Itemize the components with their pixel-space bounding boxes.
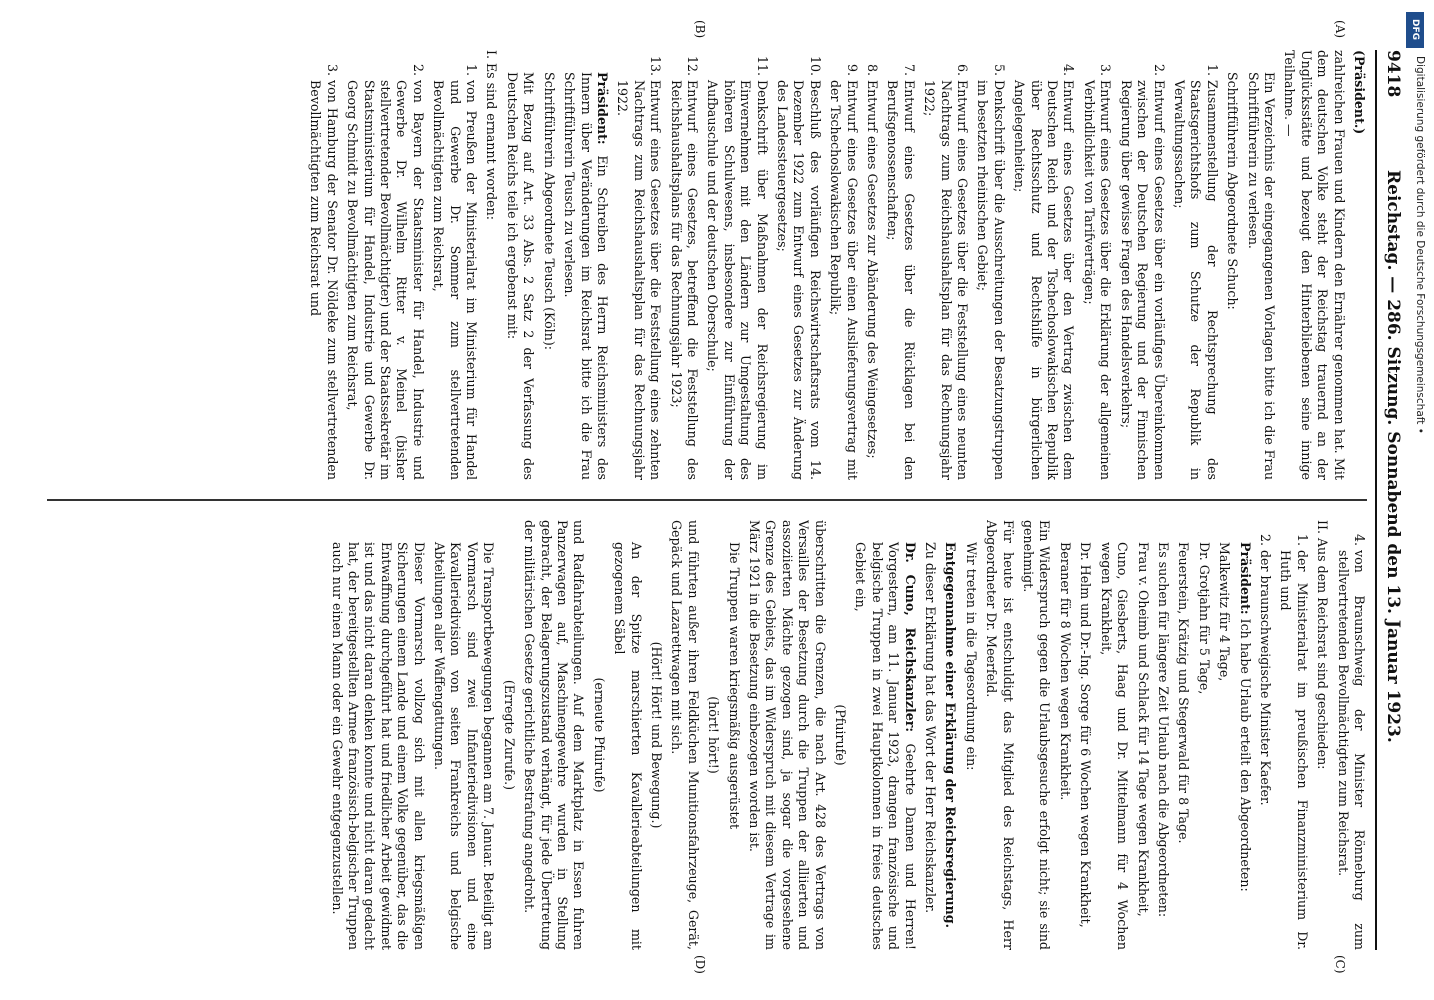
page-number: 9418: [1383, 50, 1403, 98]
left-column: [47, 50, 1367, 480]
running-title: Reichstag. — 286. Sitzung. Sonnabend den 13. Januar 1923.: [1383, 170, 1403, 743]
paragraph: Mit Bezug auf Art. 33 Abs. 2 Satz 2 der Verfassung des Deutschen Reichs teile ich ergebenst mit:: [504, 72, 537, 480]
credit-text: Digitalisierung gefördert durch die Deutsche Forschungsgemeinschaft •: [1414, 56, 1426, 434]
speaker-line: Schriftführerin Abgeordnete Teusch (Köln):: [541, 72, 557, 350]
interjection: (Erregte Zurufe.): [501, 679, 517, 791]
bill-list: [614, 50, 1220, 480]
paragraph: Für heute ist entschuldigt das Mitglied des Reichstags, Herr Abgeordneter Dr. Meerfeld.: [984, 520, 1016, 950]
interjection: (Hört! Hört! und Bewegung.): [648, 641, 664, 829]
paragraph: Die Transportbewegungen begannen am 7. Januar. Beteiligt am Vormarsch sind zwei Infanteriedivisionen und eine Kavalleriedivision von seiten Frankreichs und belgische Abteilungen aller Waffengattungen.: [432, 542, 497, 950]
list-item: 13.Entwurf eines Gesetzes über die Feststellung eines zehnten Nachtrags zum Reichshaushaltsplan für das Rechnungsjahr 1922.: [615, 55, 664, 480]
speaker-line: Schriftführerin Abgeordnete Schuch:: [1225, 72, 1241, 310]
dfg-logo-badge: DFG: [1406, 12, 1424, 48]
list-item: 5.Denkschrift über die Ausschreitungen der Besatzungstruppen im besetzten rheinischen Gebiet;: [975, 63, 1007, 480]
list-item: 2.Entwurf eines Gesetzes über ein vorläufiges Übereinkommen zwischen der Deutschen Regierung und der Finnischen Regierung über gewisse Fragen des Handelsverkehrs;: [1118, 63, 1167, 480]
paragraph: Dr. Cuno, Reichskanzler: Geehrte Damen und Herren! Vorgestern, am 11. Januar 1923, drangen französische und belgische Truppen in zwei Hauptkolonnen in freies deutsches Gebiet ein,: [853, 542, 918, 950]
paragraph: Präsident: Ein Schreiben des Herrn Reichsministers des Innern über Veränderungen im Reichsrat bitte ich die Frau Schriftführerin Teusch zu verlesen.: [562, 72, 610, 480]
list-item: 3.von Hamburg der Senator Dr. Nöldeke zum stellvertretenden Bevollmächtigten zum Reichsrat und: [308, 63, 340, 480]
list-item: 12.Entwurf eines Gesetzes, betreffend die Feststellung des Reichshaushaltsplans für das Rechnungsjahr 1923;: [668, 55, 700, 480]
paragraph: Zu dieser Erklärung hat das Wort der Herr Reichskanzler.: [923, 542, 939, 914]
list-item: 8.Entwurf eines Gesetzes zur Abänderung des Weingesetzes;: [865, 63, 881, 459]
list-item: 11.Denkschrift über Maßnahmen der Reichsregierung im Einvernehmen mit den Ländern zur Umgestaltung des höheren Schulwesens, insbesondere zur Einführung der Aufbauschule und der deutschen Oberschule;: [705, 55, 770, 480]
paragraph: und Radfahrabteilungen. Auf dem Marktplatz in Essen fuhren Panzerwagen auf, Maschinengewehre wurden in Stellung gebracht, der Belagerungszustand verhängt, für jede Übertretung der militärischen Gesetze gerichtliche Bestrafung angedroht.: [522, 520, 587, 950]
list-item: 10.Beschluß des vorläufigen Reichswirtschaftsrats vom 14. Dezember 1922 zum Entwurf eines Gesetzes zur Änderung des Landessteuergesetzes;: [775, 55, 823, 480]
section-heading: I. Es sind ernannt worden:: [484, 50, 500, 220]
leave-entry: Beraner für 8 Wochen wegen Krankheit.: [1057, 542, 1073, 801]
list-item: 3.Entwurf eines Gesetzes über die Erklärung der allgemeinen Verbindlichkeit von Tarifverträgen;: [1081, 63, 1114, 480]
leave-entry: Cuno, Giesberts, Haag und Dr. Mittelmann für 4 Wochen wegen Krankheit,: [1098, 542, 1131, 950]
paragraph: Die Truppen waren kriegsmäßig ausgerüstet: [726, 542, 742, 830]
interjection: (erneute Pfuirufe): [591, 677, 607, 793]
interjection: (hört! hört!): [706, 696, 722, 774]
leave-entry: Dr. Grotjahn für 5 Tage,: [1196, 542, 1212, 695]
paragraph: Es suchen für längere Zeit Urlaub nach die Abgeordneten:: [1155, 542, 1171, 918]
margin-letter-d: (D): [693, 955, 707, 974]
list-item: 2.von Bayern der Staatsminister für Handel, Industrie und Gewerbe Dr. Wilhelm Ritter v. Meinel (bisher stellvertretender Bevollmächtigter) und der Staatssekretär im Staatsministerium für Handel, Industrie und Gewerbe Dr. Georg Schmidt zu Bevollmächtigten zum Reichsrat,: [345, 63, 426, 480]
list-item: 7.Entwurf eines Gesetzes über die Rücklagen bei den Berufsgenossenschaften;: [885, 63, 917, 480]
header-rule: [1375, 50, 1377, 950]
rotated-page: [27, 20, 1407, 974]
list-item: 6.Entwurf eines Gesetzes über die Feststellung eines neunten Nachtrags zum Reichshaushaltsplan für das Rechnungsjahr 1922;: [922, 63, 971, 480]
paragraph: Dieser Vormarsch vollzog sich mit allen kriegsmäßigen Sicherungen einem Lande und einem Volke gegenüber, das die Entwaffnung durchgeführt hat und friedlicher Arbeit gewidmet ist und das nicht daran denken konnte und nicht daran gedacht hat, der bereitgestellten Armee französisch-belgischer Truppen auch nur einen Mann oder ein Gewehr entgegenzustellen.: [329, 542, 427, 950]
list-item: 1.der Ministerialrat im preußischen Finanzministerium Dr. Huth und: [1278, 533, 1310, 950]
speaker-tag: (Präsident.): [1352, 50, 1367, 135]
list-item: 9.Entwurf eines Gesetzes über einen Auslieferungsvertrag mit der Tschechoslowakischen Republik;: [828, 63, 860, 480]
interjection: (Pfuirufe): [833, 704, 849, 766]
leave-entry: Malkewitz für 4 Tage,: [1217, 542, 1233, 682]
leave-entry: Feuerstein, Krätzig und Stegerwald für 8 Tage.: [1176, 542, 1192, 844]
page-header: [1379, 50, 1407, 950]
margin-letter-b: (B): [693, 20, 707, 39]
margin-letter-a: (A): [1333, 20, 1347, 39]
paragraph: Ein Widerspruch gegen die Urlaubsgesuche erfolgt nicht; sie sind genehmigt.: [1021, 520, 1053, 950]
paragraph: zahlreichen Frauen und Kindern den Ernährer genommen hat. Mit dem deutschen Volke steht der Reichstag trauernd an der Unglücksstätte und bezeugt den Hinterbliebenen seine innige Teilnahme. —: [1282, 50, 1347, 480]
paragraph: überschritten die Grenzen, die nach Art. 428 des Vertrags von Versailles der Besetzung durch die Truppen der alliierten und assoziierten Mächte gezogen sind, ja sogar die vorgesehene Grenze des Gebiets, das im Widerspruch mit diesem Vertrage im März 1921 in die Besetzung einbezogen worden ist.: [747, 520, 828, 950]
leave-entry: Frau v. Oheimb und Schlack für 14 Tage wegen Krankheit,: [1135, 542, 1151, 917]
paragraph: Präsident: Ich habe Urlaub erteilt den Abgeordneten:: [1237, 542, 1253, 892]
paragraph: und führten außer ihren Feldküchen Munitionsfahrzeuge, Gerät, Gepäck und Lazarettwagen mit sich.: [669, 520, 701, 950]
column-rule: [47, 499, 1367, 501]
agenda-item: Entgegennahme einer Erklärung der Reichsregierung.: [943, 542, 959, 928]
digitization-credit: [1406, 12, 1426, 982]
right-column: [47, 520, 1367, 950]
paragraph: Wir treten in die Tagesordnung ein:: [963, 542, 979, 771]
list-item: 1.Zusammenstellung der Rechtsprechung des Staatsgerichtshofs zum Schutze der Republik in Verwaltungssachen;: [1171, 63, 1220, 480]
leave-entry: Dr. Helm und Dr.-Ing. Sorge für 6 Wochen wegen Krankheit,: [1078, 542, 1094, 928]
paragraph: An der Spitze marschierten Kavallerieabteilungen mit gezogenem Säbel: [612, 542, 644, 950]
list-item: 4.von Braunschweig der Minister Rönneburg zum stellvertretenden Bevollmächtigten zum Reichsrat.: [1335, 533, 1367, 950]
margin-letter-c: (C): [1333, 955, 1347, 974]
paragraph: Ein Verzeichnis der eingegangenen Vorlagen bitte ich die Frau Schriftführerin zu verlesen.: [1245, 72, 1277, 480]
list-item: 4.Entwurf eines Gesetzes über den Vertrag zwischen dem Deutschen Reich und der Tschechoslowakischen Republik über Rechtsschutz und Rechtshilfe in bürgerlichen Angelegenheiten;: [1012, 63, 1077, 480]
list-item: 1.von Preußen der Ministerialrat im Ministerium für Handel und Gewerbe Dr. Sommer zum stellvertretenden Bevollmächtigten zum Reichsrat,: [431, 63, 480, 480]
list-item: 2.der braunschweigische Minister Kaefer.: [1257, 533, 1273, 806]
section-heading: II. Aus dem Reichsrat sind geschieden:: [1315, 520, 1331, 770]
